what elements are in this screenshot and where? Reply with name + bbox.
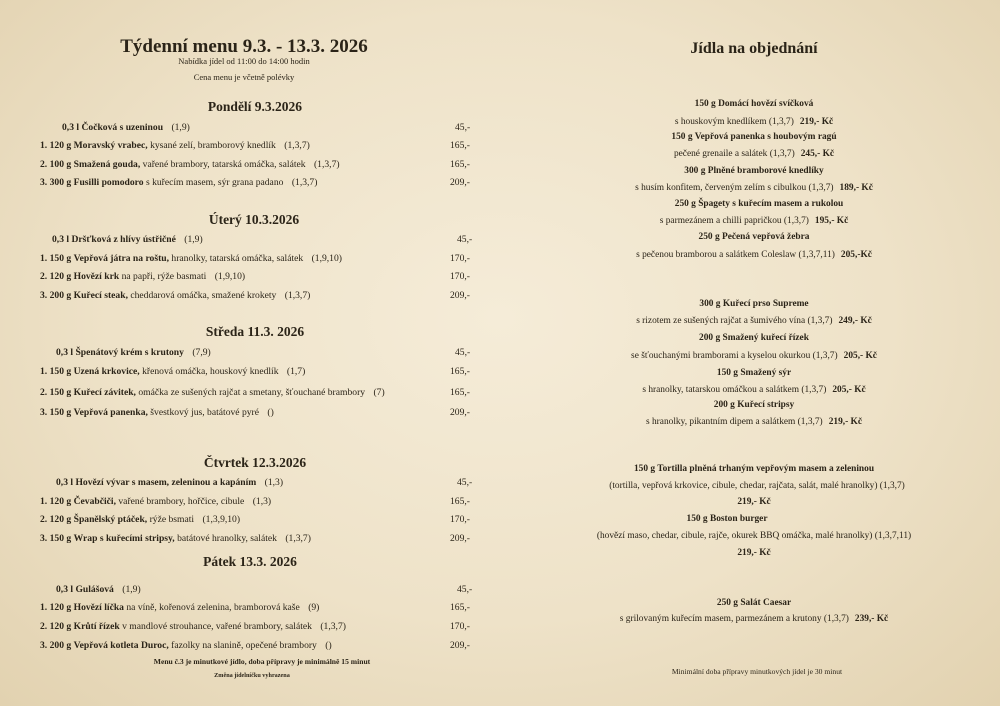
a-la-carte-description	[660, 216, 849, 226]
dish-name: Uzená krkovice,	[73, 366, 140, 377]
dish-name: Krůtí řízek	[73, 621, 120, 632]
item-price: 45,-	[455, 347, 471, 358]
allergens: (1,3)	[252, 496, 272, 507]
item-weight: 120 g	[49, 496, 72, 507]
a-la-carte-description	[636, 316, 872, 326]
item-price: 209,-	[450, 177, 470, 188]
a-la-carte-dish	[717, 598, 791, 608]
dish-description: vařené brambory, tatarská omáčka, salátek	[140, 159, 306, 170]
item-number: 2.	[40, 271, 48, 282]
dish-name: Gulášová	[75, 584, 114, 595]
item-weight: 120 g	[49, 621, 72, 632]
item-price: 165,-	[450, 496, 470, 507]
item-number: 1.	[40, 496, 48, 507]
dish-title: 150 g Vepřová panenka s houbovým ragú	[671, 132, 837, 142]
soup-row	[56, 347, 211, 358]
dish-price: 249,- Kč	[838, 316, 872, 326]
item-price: 165,-	[450, 159, 470, 170]
a-la-carte-footer: Minimální doba přípravy minutkových jídel je 30 minut	[671, 667, 843, 676]
a-la-carte-dish	[699, 299, 808, 309]
dish-name: Vepřová panenka,	[73, 407, 148, 418]
a-la-carte-dish	[684, 166, 823, 176]
menu-item-row	[40, 271, 245, 282]
dish-details: se šťouchanými bramborami a kyselou okurkou (1,3,7)	[631, 351, 838, 361]
item-price: 165,-	[450, 602, 470, 613]
item-price: 170,-	[450, 253, 470, 264]
allergens: (7,9)	[192, 347, 211, 358]
item-price: 209,-	[450, 640, 470, 651]
dish-details: s houskovým knedlíkem (1,3,7)	[674, 117, 794, 127]
item-number: 3.	[40, 177, 48, 188]
item-number: 3.	[40, 533, 48, 544]
allergens: ()	[267, 407, 274, 418]
item-number: 2.	[40, 621, 48, 632]
a-la-carte-description	[674, 149, 834, 159]
allergens: ()	[325, 640, 332, 651]
a-la-carte-description	[675, 117, 833, 127]
allergens: (1,3,7)	[285, 533, 311, 544]
dish-description: fazolky na slanině, opečené brambory	[168, 640, 317, 651]
menu-item-row	[40, 290, 310, 301]
soup-row	[62, 122, 190, 133]
dish-title: 150 g Tortilla plněná trhaným vepřovým masem a zeleninou	[633, 464, 875, 474]
dish-details: s rizotem ze sušených rajčat a šumivého vína (1,3,7)	[636, 316, 833, 326]
a-la-carte-dish	[695, 99, 814, 109]
dish-title: 200 g Kuřecí stripsy	[713, 400, 795, 410]
menu-item-row	[40, 387, 385, 398]
item-weight: 120 g	[49, 602, 72, 613]
dish-description: s kuřecím masem, sýr grana padano	[143, 177, 284, 188]
a-la-carte-description	[636, 250, 872, 260]
allergens: (1,9,10)	[311, 253, 342, 264]
menu-price-note: Cena menu je včetně polévky	[193, 72, 295, 82]
a-la-carte-title: Jídla na objednání	[690, 40, 818, 57]
dish-name: Hovězí líčka	[73, 602, 124, 613]
item-number: 1.	[40, 140, 48, 151]
item-price: 165,-	[450, 366, 470, 377]
a-la-carte-dish	[687, 514, 768, 524]
dish-price: 195,- Kč	[814, 216, 849, 226]
item-weight: 150 g	[49, 387, 72, 398]
allergens: (1,3,7)	[284, 290, 311, 301]
a-la-carte-dish	[737, 497, 770, 507]
day-heading: Čtvrtek 12.3.2026	[203, 455, 307, 470]
item-weight: 150 g	[49, 366, 72, 377]
dish-details: s pečenou bramborou a salátkem Coleslaw (1,3,7,11)	[636, 250, 835, 260]
item-number: 1.	[40, 253, 48, 264]
item-weight: 150 g	[49, 533, 72, 544]
menu-item-row	[40, 253, 342, 264]
dish-description: v mandlové strouhance, vařené brambory, salátek	[119, 621, 312, 632]
dish-price: 219,- Kč	[799, 117, 834, 127]
item-price: 165,-	[450, 140, 470, 151]
a-la-carte-dish	[714, 400, 794, 410]
dish-details: s parmezánem a chilli papričkou (1,3,7)	[659, 216, 809, 226]
item-weight: 120 g	[49, 514, 72, 525]
item-price: 209,-	[450, 407, 470, 418]
dish-title: 250 g Pečená vepřová žebra	[698, 232, 810, 242]
menu-item-row	[40, 533, 311, 544]
dish-title: 250 g Špagety s kuřecím masem a rukolou	[674, 199, 844, 209]
menu-item-row	[40, 366, 305, 377]
a-la-carte-description	[642, 385, 865, 395]
dish-name: Vepřová kotleta Duroc,	[73, 640, 169, 651]
menu-item-row	[40, 514, 240, 525]
a-la-carte-description	[620, 614, 888, 624]
item-price: 165,-	[450, 387, 470, 398]
menu-item-row	[40, 140, 310, 151]
item-price: 170,-	[450, 271, 470, 282]
dish-details: pečené grenaile a salátek (1,3,7)	[673, 149, 795, 159]
dish-name: Kuřecí závitek,	[73, 387, 136, 398]
dish-name: Dršťková z hlívy ústřičné	[71, 234, 176, 245]
dish-description: kysané zelí, bramborový knedlík	[147, 140, 276, 151]
dish-title: 300 g Kuřecí prso Supreme	[699, 299, 809, 309]
item-number: 3.	[40, 640, 48, 651]
item-price: 45,-	[457, 234, 473, 245]
item-number: 1.	[40, 602, 48, 613]
dish-title: 150 g Smažený sýr	[716, 368, 792, 378]
dish-title: 150 g Domácí hovězí svíčková	[694, 99, 814, 109]
dish-price: 205,- Kč	[832, 385, 866, 395]
dish-description: omáčka ze sušených rajčat a smetany, šťouchané brambory	[135, 387, 366, 398]
allergens: (1,9,10)	[214, 271, 246, 282]
item-number: 2.	[40, 387, 48, 398]
allergens: (1,7)	[286, 366, 306, 377]
allergens: (1,3,9,10)	[202, 514, 241, 525]
dish-name: Španělský ptáček,	[73, 514, 148, 525]
dish-name: Vepřová játra na roštu,	[73, 253, 170, 264]
dish-title: 219,- Kč	[737, 497, 771, 507]
dish-description: batátové hranolky, salátek	[174, 533, 277, 544]
dish-title: 200 g Smažený kuřecí řízek	[699, 333, 809, 343]
dish-name: Moravský vrabec,	[73, 140, 148, 151]
dish-name: Špenátový krém s krutony	[75, 347, 184, 358]
dish-name: Smažená gouda,	[73, 159, 141, 170]
dish-name: Čevabčiči,	[73, 496, 116, 507]
dish-description: křenová omáčka, houskový knedlík	[139, 366, 279, 377]
item-number: 2.	[40, 159, 48, 170]
a-la-carte-dish	[699, 333, 809, 343]
item-price: 170,-	[450, 621, 470, 632]
menu-change-note: Změna jídelníčku vyhrazena	[214, 672, 290, 679]
a-la-carte-dish	[699, 232, 810, 242]
dish-description: hranolky, tatarská omáčka, salátek	[169, 253, 304, 264]
day-heading: Úterý 10.3.2026	[208, 212, 300, 227]
a-la-carte-description	[609, 481, 905, 491]
dish-price: 205,- Kč	[843, 351, 877, 361]
dish-name: Čočková s uzeninou	[81, 122, 164, 133]
a-la-carte-dish	[717, 368, 791, 378]
item-weight: 120 g	[49, 271, 72, 282]
item-volume: 0,3 l	[62, 122, 80, 133]
item-price: 209,-	[450, 533, 470, 544]
item-price: 209,-	[450, 290, 470, 301]
dish-description: vařené brambory, hořčice, cibule	[115, 496, 245, 507]
item-price: 45,-	[455, 122, 471, 133]
dish-price: 205,-Kč	[840, 250, 872, 260]
menu-item-row	[40, 407, 274, 418]
soup-row	[56, 584, 141, 595]
dish-description: švestkový jus, batátové pyré	[147, 407, 259, 418]
item-weight: 100 g	[49, 159, 72, 170]
item-volume: 0,3 l	[56, 347, 74, 358]
item-weight: 200 g	[49, 640, 72, 651]
allergens: (1,9)	[184, 234, 203, 245]
allergens: (1,3,7)	[313, 159, 340, 170]
allergens: (1,3,7)	[284, 140, 310, 151]
soup-row	[56, 477, 283, 488]
dish-description: rýže bsmati	[147, 514, 195, 525]
dish-name: Hovězí vývar s masem, zeleninou a kapáním	[75, 477, 257, 488]
item-price: 170,-	[450, 514, 470, 525]
item-number: 3.	[40, 407, 48, 418]
item-volume: 0,3 l	[56, 584, 74, 595]
dish-price: 219,- Kč	[828, 417, 863, 427]
dish-name: Wrap s kuřecími stripsy,	[73, 533, 175, 544]
dish-name: Hovězí krk	[73, 271, 120, 282]
menu-item-row	[40, 159, 340, 170]
allergens: (7)	[373, 387, 385, 398]
a-la-carte-description	[646, 417, 862, 427]
dish-details: s hranolky, pikantním dipem a salátkem (1,3,7)	[645, 417, 823, 427]
serving-hours: Nabídka jídel od 11:00 do 14:00 hodin	[178, 56, 310, 66]
allergens: (1,3,7)	[320, 621, 346, 632]
allergens: (1,3,7)	[291, 177, 318, 188]
a-la-carte-dish	[737, 548, 770, 558]
item-number: 2.	[40, 514, 48, 525]
a-la-carte-dish	[671, 132, 836, 142]
dish-details: s grilovaným kuřecím masem, parmezánem a krutony (1,3,7)	[619, 614, 849, 624]
item-number: 3.	[40, 290, 48, 301]
dish-details: (tortilla, vepřová krkovice, cibule, chedar, rajčata, salát, malé hranolky) (1,3,7)	[609, 481, 905, 491]
menu-item-row	[40, 640, 332, 651]
item-weight: 200 g	[49, 290, 72, 301]
dish-price: 239,- Kč	[854, 614, 889, 624]
item-volume: 0,3 l	[52, 234, 70, 245]
allergens: (9)	[308, 602, 320, 613]
menu-item-row	[40, 496, 271, 507]
dish-name: Kuřecí steak,	[73, 290, 128, 301]
dish-description: cheddarová omáčka, smažené krokety	[127, 290, 277, 301]
day-heading: Pátek 13.3. 2026	[203, 554, 297, 569]
day-heading: Středa 11.3. 2026	[205, 324, 305, 339]
dish-description: na víně, kořenová zelenina, bramborová kaše	[123, 602, 300, 613]
allergens: (1,9)	[171, 122, 190, 133]
a-la-carte-description	[635, 183, 873, 193]
allergens: (1,3)	[264, 477, 284, 488]
item-weight: 300 g	[49, 177, 72, 188]
a-la-carte-dish	[634, 464, 874, 474]
menu-item-row	[40, 602, 319, 613]
day-heading: Pondělí 9.3.2026	[207, 99, 303, 114]
preparation-note: Menu č.3 je minutkové jídlo, doba přípravy je minimálně 15 minut	[153, 657, 371, 666]
dish-price: 245,- Kč	[800, 149, 835, 159]
a-la-carte-description	[597, 531, 911, 541]
dish-name: Fusilli pomodoro	[73, 177, 144, 188]
dish-details: s husím konfitem, červeným zelím s cibulkou (1,3,7)	[635, 183, 834, 193]
menu-item-row	[40, 177, 317, 188]
menu-item-row	[40, 621, 346, 632]
a-la-carte-description	[631, 351, 877, 361]
item-weight: 120 g	[49, 140, 72, 151]
item-volume: 0,3 l	[56, 477, 74, 488]
allergens: (1,9)	[122, 584, 141, 595]
item-price: 45,-	[457, 477, 473, 488]
item-weight: 150 g	[49, 253, 72, 264]
dish-price: 189,- Kč	[839, 183, 873, 193]
dish-title: 150 g Boston burger	[686, 514, 768, 524]
dish-details: (hovězí maso, chedar, cibule, rajče, okurek BBQ omáčka, malé hranolky) (1,3,7,11)	[596, 531, 912, 541]
dish-title: 219,- Kč	[737, 548, 771, 558]
dish-description: na papři, rýže basmati	[119, 271, 207, 282]
dish-title: 300 g Plněné bramborové knedlíky	[684, 166, 824, 176]
soup-row	[52, 234, 203, 245]
dish-details: s hranolky, tatarskou omáčkou a salátkem (1,3,7)	[642, 385, 827, 395]
item-price: 45,-	[457, 584, 473, 595]
dish-title: 250 g Salát Caesar	[716, 598, 792, 608]
weekly-menu-title: Týdenní menu 9.3. - 13.3. 2026	[120, 36, 368, 57]
item-weight: 150 g	[49, 407, 72, 418]
a-la-carte-dish	[675, 199, 844, 209]
item-number: 1.	[40, 366, 48, 377]
